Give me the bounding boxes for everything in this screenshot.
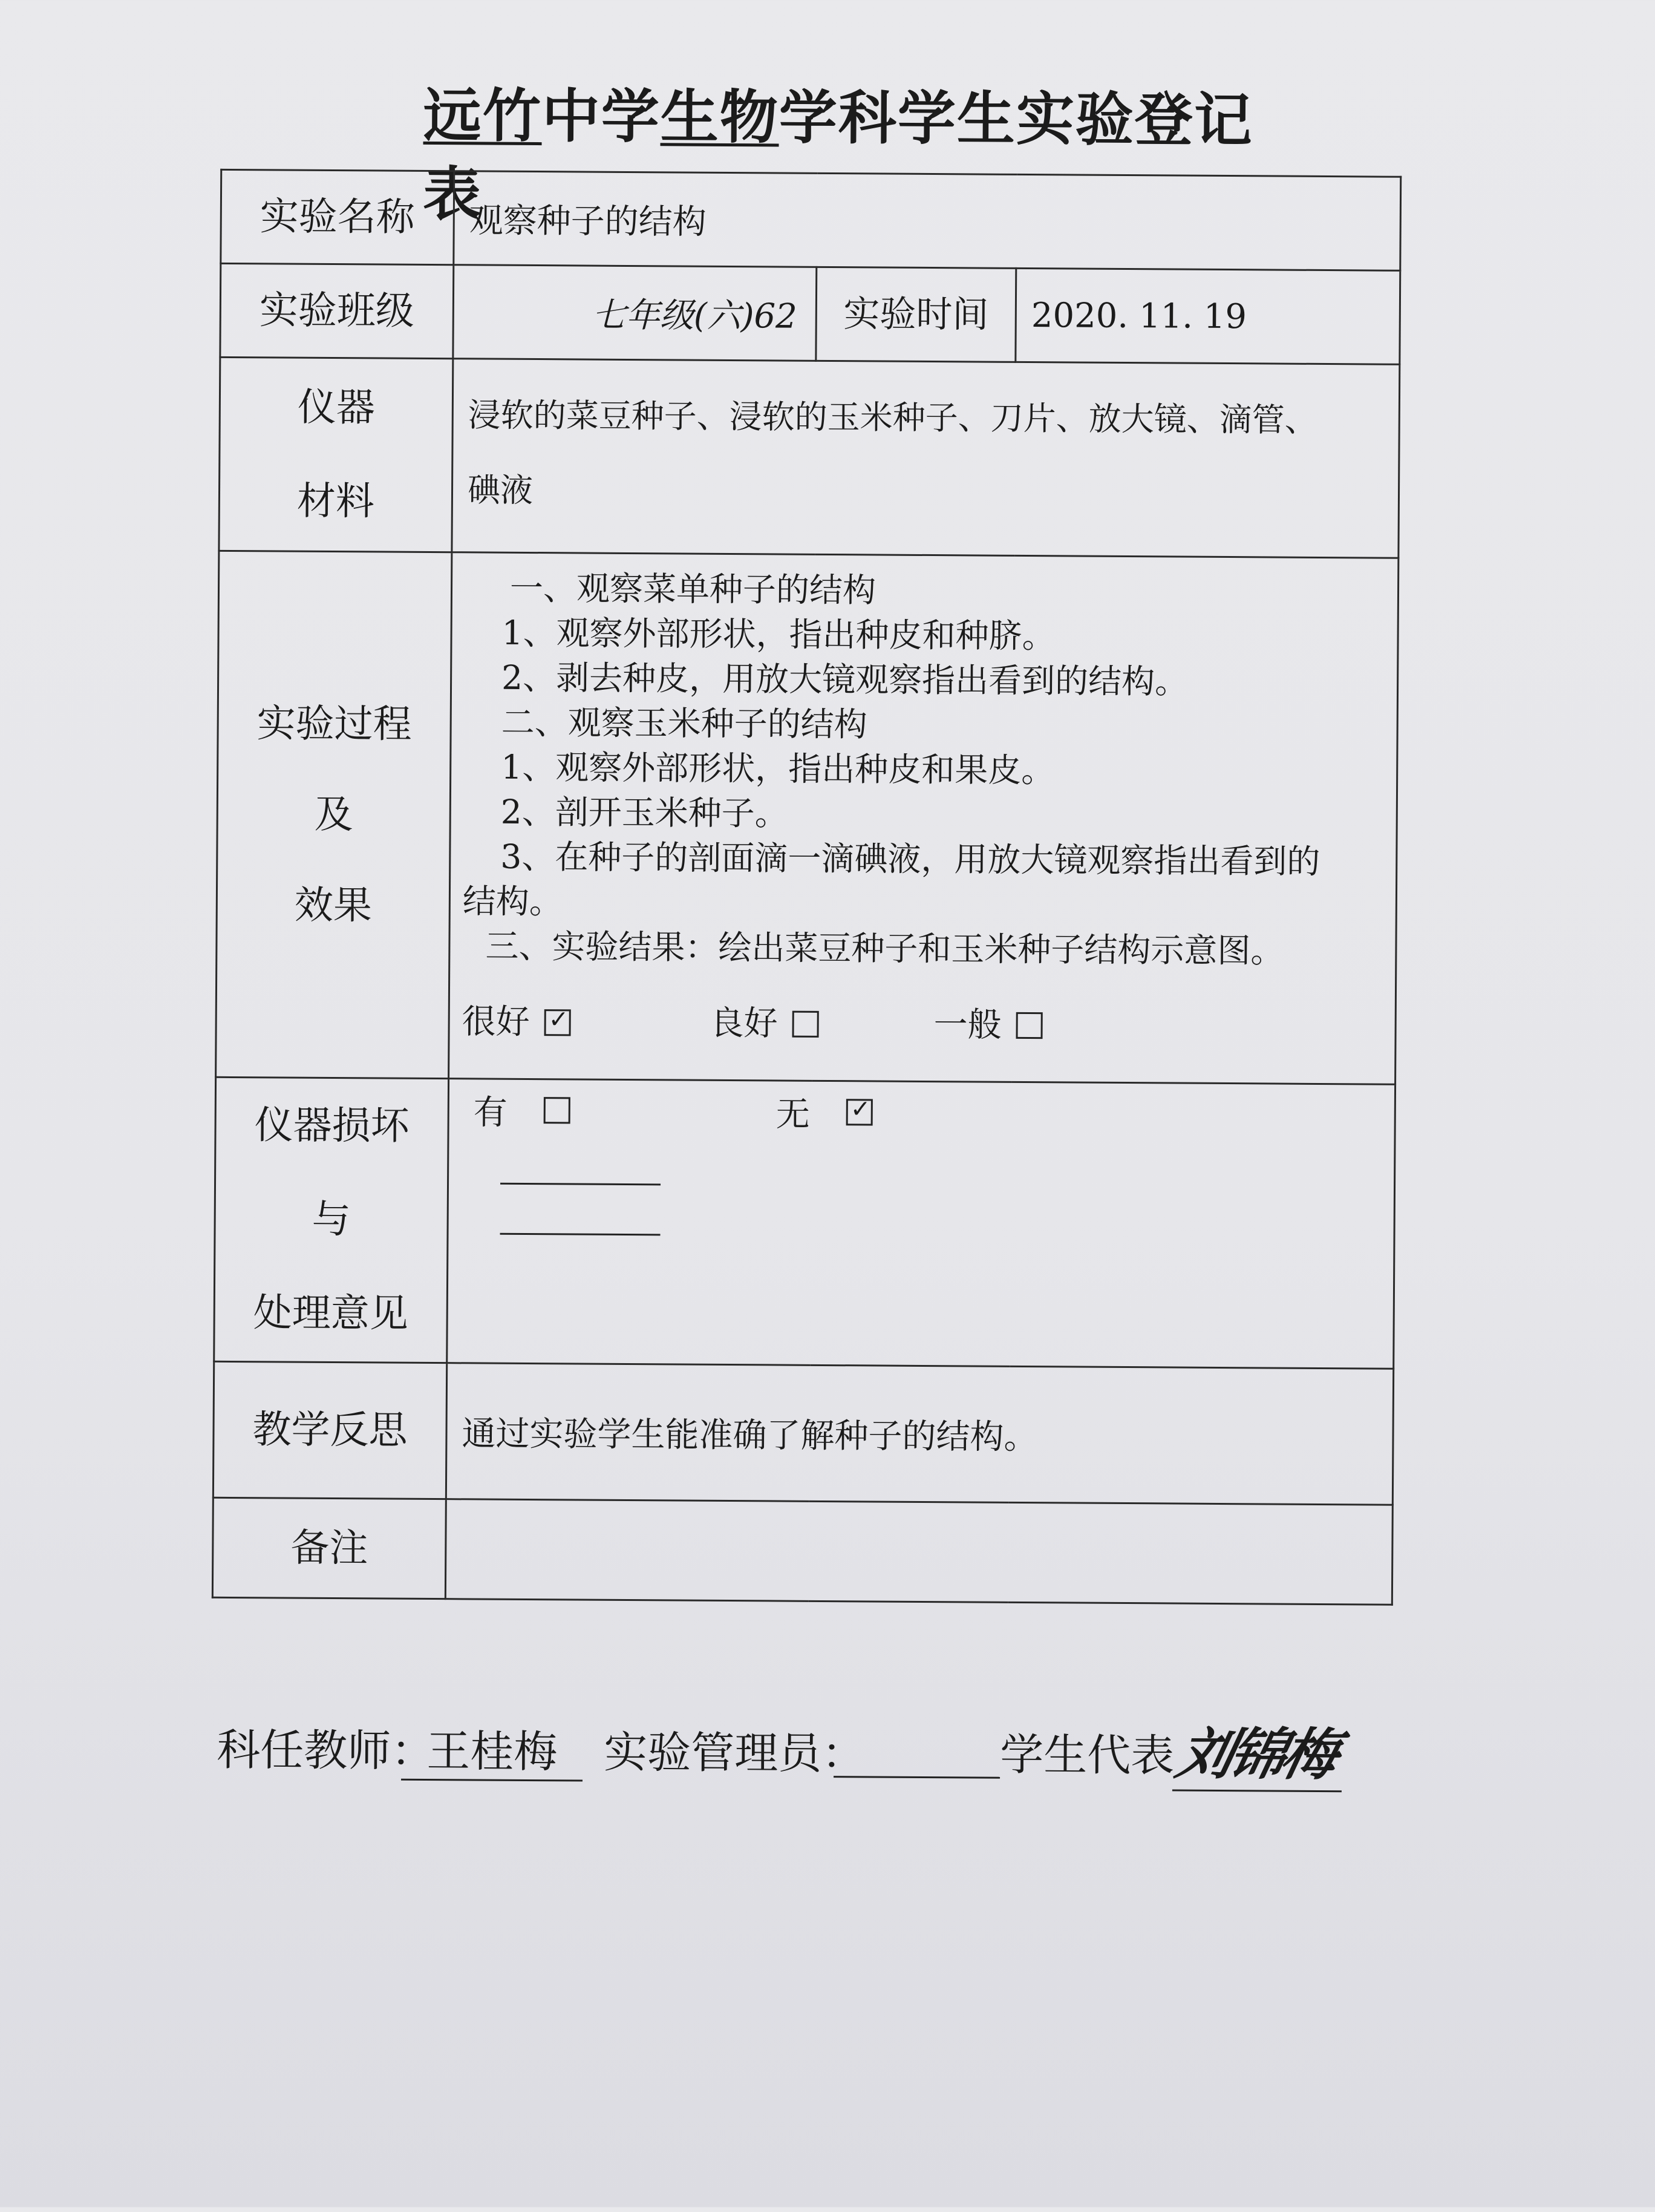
experiment-class-label: 实验班级 bbox=[220, 263, 454, 358]
registration-table bbox=[212, 169, 1402, 1606]
materials-line2: 碘液 bbox=[467, 471, 534, 510]
damage-label-line2: 与 bbox=[312, 1197, 351, 1243]
teacher-label: 科任教师： bbox=[217, 1724, 435, 1777]
damage-label-line1: 仪器损坏 bbox=[254, 1103, 410, 1149]
materials-label bbox=[219, 357, 453, 552]
process-content bbox=[449, 552, 1399, 1085]
damage-yes[interactable] bbox=[474, 1085, 776, 1136]
eval-normal[interactable] bbox=[933, 1003, 1042, 1048]
process-line: 一、观察菜单种子的结构 bbox=[509, 568, 876, 610]
student-signature bbox=[1172, 1710, 1342, 1793]
unchecked-box-icon[interactable] bbox=[792, 1011, 819, 1038]
damage-blank-line-1[interactable] bbox=[500, 1147, 661, 1186]
row-materials bbox=[219, 357, 1400, 558]
damage-content bbox=[447, 1079, 1395, 1369]
notes-label: 备注 bbox=[212, 1497, 446, 1598]
notes-value bbox=[445, 1499, 1392, 1605]
signature-footer bbox=[217, 1715, 1427, 1795]
process-label-line1: 实验过程 bbox=[256, 701, 412, 747]
experiment-class-value: 七年级(六)62 bbox=[453, 265, 817, 361]
experiment-time-label: 实验时间 bbox=[816, 267, 1016, 362]
process-line: 二、观察玉米种子的结构 bbox=[501, 702, 867, 744]
unchecked-box-icon[interactable] bbox=[1016, 1012, 1043, 1039]
materials-label-line1: 仪器 bbox=[297, 385, 376, 430]
process-line: 结构。 bbox=[462, 882, 563, 921]
reflection-value: 通过实验学生能准确了解种子的结构。 bbox=[446, 1363, 1393, 1505]
eval-good-label: 良好 bbox=[710, 1003, 778, 1044]
student-label: 学生代表 bbox=[1000, 1729, 1175, 1781]
experiment-name-value: 观察种子的结构 bbox=[454, 171, 1401, 271]
process-label-line3: 效果 bbox=[294, 883, 373, 928]
materials-label-line2: 材料 bbox=[296, 479, 375, 524]
damage-no[interactable] bbox=[776, 1087, 873, 1136]
eval-normal-label: 一般 bbox=[933, 1005, 1002, 1045]
process-label bbox=[216, 551, 452, 1078]
process-line: 1、观察外部形状，指出种皮和果皮。 bbox=[501, 747, 1055, 790]
unchecked-box-icon[interactable] bbox=[544, 1097, 570, 1124]
row-damage bbox=[214, 1077, 1395, 1369]
eval-very-good[interactable] bbox=[462, 1000, 710, 1046]
reflection-label: 教学反思 bbox=[213, 1361, 446, 1499]
checked-box-icon[interactable] bbox=[544, 1009, 571, 1036]
handwritten-signature: 刘锦梅 bbox=[1170, 1721, 1342, 1788]
teacher-name: 王桂梅 bbox=[401, 1716, 583, 1782]
experiment-time-value: 2020. 11. 19 bbox=[1016, 268, 1400, 364]
process-label-line2: 及 bbox=[314, 792, 353, 837]
evaluation-options bbox=[462, 1000, 1382, 1050]
damage-options bbox=[474, 1085, 1370, 1139]
process-line: 1、观察外部形状，指出种皮和种脐。 bbox=[501, 613, 1056, 656]
damage-blank-line-2[interactable] bbox=[500, 1197, 661, 1236]
eval-good[interactable] bbox=[710, 1001, 933, 1047]
title-rest: 学科学生实验登记表 bbox=[422, 83, 1254, 229]
title-school-name: 远竹 bbox=[423, 81, 543, 151]
row-reflection bbox=[213, 1361, 1393, 1505]
experiment-name-label: 实验名称 bbox=[221, 169, 454, 264]
damage-label bbox=[214, 1077, 449, 1363]
materials-line1: 浸软的菜豆种子、浸软的玉米种子、刀片、放大镜、滴管、 bbox=[468, 396, 1317, 439]
title-subject: 生物 bbox=[660, 83, 780, 152]
process-line: 3、在种子的剖面滴一滴碘液，用放大镜观察指出看到的 bbox=[500, 837, 1320, 881]
process-line: 2、剥去种皮，用放大镜观察指出看到的结构。 bbox=[501, 658, 1189, 701]
eval-very-good-label: 很好 bbox=[462, 1002, 530, 1042]
materials-value bbox=[452, 359, 1400, 558]
damage-no-label: 无 bbox=[775, 1095, 810, 1134]
process-line: 三、实验结果：绘出菜豆种子和玉米种子结构示意图。 bbox=[485, 926, 1284, 970]
row-process bbox=[216, 551, 1399, 1084]
row-experiment-name bbox=[221, 169, 1401, 270]
admin-label: 实验管理员： bbox=[604, 1726, 866, 1779]
title-school-type: 中学 bbox=[541, 82, 661, 151]
checked-box-icon[interactable] bbox=[846, 1099, 873, 1125]
row-notes bbox=[212, 1497, 1392, 1605]
damage-label-line3: 处理意见 bbox=[253, 1291, 408, 1337]
row-experiment-class bbox=[220, 263, 1400, 364]
damage-yes-label: 有 bbox=[473, 1093, 508, 1133]
admin-name[interactable] bbox=[834, 1718, 1001, 1779]
process-line: 2、剖开玉米种子。 bbox=[500, 792, 788, 833]
